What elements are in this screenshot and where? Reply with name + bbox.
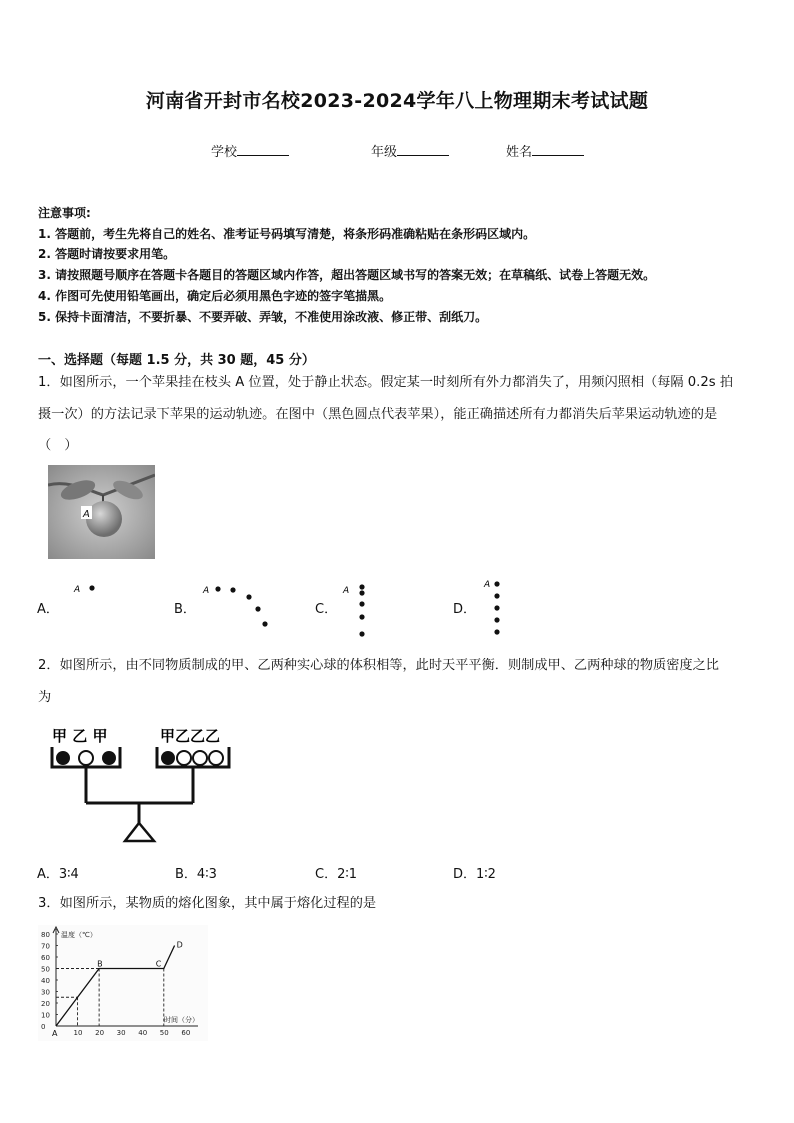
notice-item: 2. 答题时请按要求用笔。: [38, 247, 176, 261]
apple-dot: [494, 605, 499, 610]
ball-yi: [79, 751, 93, 765]
ball-jia: [161, 751, 175, 765]
option-d[interactable]: D．: [453, 602, 477, 617]
trajectory-d: [480, 576, 520, 640]
y-tick-label: 10: [41, 1011, 50, 1020]
option-d[interactable]: D．1∶2: [453, 867, 496, 882]
apple-dot: [494, 629, 499, 634]
q1-line: 1．如图所示，一个苹果挂在枝头 A 位置，处于静止状态。假定某一时刻所有外力都消失了，用频闪照相（每隔 0.2s 拍: [38, 375, 734, 390]
apple-dot: [230, 587, 235, 592]
ball-jia: [102, 751, 116, 765]
school-field: [211, 141, 289, 160]
apple-dot: [89, 585, 94, 590]
x-tick-label: 20: [95, 1029, 105, 1037]
point-label: A: [203, 586, 210, 596]
apple-dot: [494, 593, 499, 598]
y-tick-label: 60: [41, 954, 50, 962]
x-tick-label: 50: [159, 1029, 169, 1037]
apple-dot: [359, 584, 364, 589]
y-axis-label: 温度（℃）: [61, 931, 97, 939]
notice-heading: 注意事项:: [38, 206, 91, 220]
page-title: 河南省开封市名校2023-2024学年八上物理期末考试试题: [145, 90, 649, 112]
trajectory-a: [70, 578, 110, 598]
y-tick-label: 0: [41, 1023, 46, 1031]
school-blank[interactable]: [237, 143, 289, 156]
option-b[interactable]: B．4∶3: [175, 867, 217, 882]
apple-dot: [215, 586, 220, 591]
x-axis-label: 时间（分）: [164, 1016, 199, 1024]
name-blank[interactable]: [532, 143, 584, 156]
apple-dot: [359, 614, 364, 619]
balance-figure: [48, 725, 238, 845]
point-label: A: [484, 580, 491, 590]
x-tick-label: 40: [138, 1029, 148, 1037]
apple-dot: [494, 581, 499, 586]
apple-dot: [246, 594, 251, 599]
ball-jia: [56, 751, 70, 765]
ball-yi: [177, 751, 191, 765]
option-c[interactable]: C．2∶1: [315, 867, 358, 882]
notice-item: 4. 作图可先使用铅笔画出，确定后必须用黑色字迹的签字笔描黑。: [38, 289, 392, 303]
notice-item: 3. 请按照题号顺序在答题卡各题目的答题区域内作答，超出答题区域书写的答案无效；在草稿纸、试卷上答题无效。: [38, 268, 656, 282]
apple-dot: [359, 631, 364, 636]
y-tick-label: 20: [41, 1000, 50, 1008]
grade-label: 年级: [371, 145, 398, 160]
point-label: A: [74, 585, 81, 595]
school-label: 学校: [211, 145, 238, 160]
q3-line: 3．如图所示，某物质的熔化图象，其中属于熔化过程的是: [38, 896, 377, 911]
y-tick-label: 80: [41, 931, 50, 939]
point-label-a: A: [52, 1029, 58, 1038]
x-tick-label: 10: [73, 1029, 83, 1037]
name-label: 姓名: [506, 145, 533, 160]
y-tick-label: 70: [41, 942, 50, 951]
point-label: A: [343, 586, 350, 596]
grade-blank[interactable]: [397, 143, 449, 156]
name-field: [506, 141, 584, 160]
apple-dot: [359, 601, 364, 606]
point-label-d: D: [176, 940, 183, 950]
q1-line: 摄一次）的方法记录下苹果的运动轨迹。在图中（黑色圆点代表苹果），能正确描述所有力都消失后苹果运动轨迹的是: [38, 407, 718, 422]
section-title: 一、选择题（每题 1.5 分，共 30 题，45 分）: [38, 353, 315, 368]
q2-line: 2．如图所示，由不同物质制成的甲、乙两种实心球的体积相等，此时天平平衡．则制成甲、乙两种球的物质密度之比: [38, 658, 719, 673]
point-label-b: B: [97, 959, 103, 969]
grade-field: [371, 141, 449, 160]
apple-dot: [494, 617, 499, 622]
apple-photo: [48, 465, 155, 559]
option-a[interactable]: A．3∶4: [37, 867, 79, 882]
y-tick-label: 50: [41, 965, 50, 974]
notice-item: 1. 答题前，考生先将自己的姓名、准考证号码填写清楚，将条形码准确粘贴在条形码区域内。: [38, 227, 536, 241]
apple-dot: [255, 606, 260, 611]
apple-dot: [359, 590, 364, 595]
trajectory-c: [340, 580, 380, 640]
option-b[interactable]: B．: [174, 602, 196, 617]
q1-line: （ ）: [38, 438, 78, 453]
ball-yi: [193, 751, 207, 765]
q2-line: 为: [38, 690, 52, 705]
x-tick-label: 30: [116, 1029, 126, 1037]
ball-yi: [209, 751, 223, 765]
melting-chart: [38, 925, 208, 1041]
left-pan-labels: 甲 乙 甲: [52, 727, 108, 745]
notice-item: 5. 保持卡面清洁，不要折暴、不要弄破、弄皱，不准使用涂改液、修正带、刮纸刀。: [38, 310, 488, 324]
apple-dot: [262, 621, 267, 626]
photo-label: A: [83, 509, 90, 520]
point-label-c: C: [155, 959, 162, 969]
right-pan-labels: 甲乙乙乙: [160, 727, 221, 745]
y-tick-label: 40: [41, 977, 50, 985]
y-tick-label: 30: [41, 988, 50, 997]
option-c[interactable]: C．: [315, 602, 338, 617]
option-a[interactable]: A．: [37, 602, 59, 617]
trajectory-b: [200, 580, 275, 630]
x-tick-label: 60: [181, 1029, 191, 1037]
